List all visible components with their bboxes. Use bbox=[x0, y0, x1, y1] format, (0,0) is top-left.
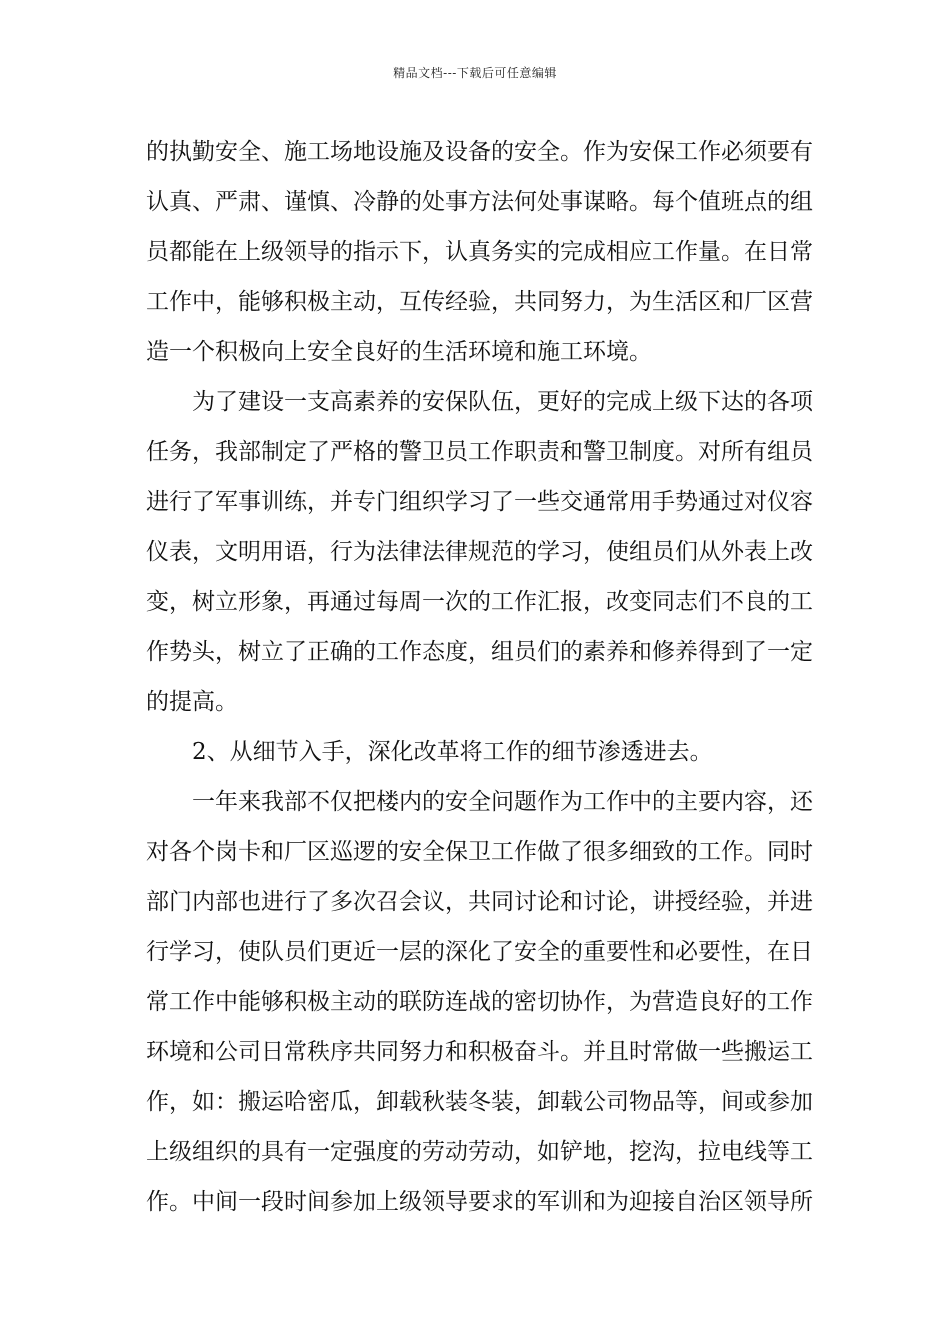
text-line: 一年来我部不仅把楼内的安全问题作为工作中的主要内容，还 bbox=[192, 789, 813, 815]
text-line: 上级组织的具有一定强度的劳动劳动，如铲地，挖沟，拉电线等工 bbox=[146, 1139, 813, 1165]
text-line: 行学习，使队员们更近一层的深化了安全的重要性和必要性，在日 bbox=[146, 939, 813, 965]
text-line: 的提高。 bbox=[146, 689, 238, 715]
paragraph bbox=[146, 377, 813, 727]
paragraph bbox=[146, 777, 813, 1227]
document-body bbox=[146, 127, 813, 1227]
text-line: 仪表，文明用语，行为法律法律规范的学习，使组员们从外表上改 bbox=[146, 539, 813, 565]
text-line: 认真、严肃、谨慎、冷静的处事方法何处事谋略。每个值班点的组 bbox=[146, 189, 813, 215]
text-line: 环境和公司日常秩序共同努力和积极奋斗。并且时常做一些搬运工 bbox=[146, 1039, 813, 1065]
text-line: 作。中间一段时间参加上级领导要求的军训和为迎接自治区领导所 bbox=[146, 1189, 813, 1215]
text-line: 工作中，能够积极主动，互传经验，共同努力，为生活区和厂区营 bbox=[146, 289, 813, 315]
text-line: 部门内部也进行了多次召会议，共同讨论和讨论，讲授经验，并进 bbox=[146, 889, 813, 915]
text-line: 员都能在上级领导的指示下，认真务实的完成相应工作量。在日常 bbox=[146, 239, 813, 265]
text-line: 常工作中能够积极主动的联防连战的密切协作，为营造良好的工作 bbox=[146, 989, 813, 1015]
text-line: 任务，我部制定了严格的警卫员工作职责和警卫制度。对所有组员 bbox=[146, 439, 813, 465]
text-line: 的执勤安全、施工场地设施及设备的安全。作为安保工作必须要有 bbox=[146, 139, 813, 165]
text-line: 2、从细节入手，深化改革将工作的细节渗透进去。 bbox=[192, 739, 713, 765]
paragraph bbox=[146, 127, 813, 377]
text-line: 作，如：搬运哈密瓜，卸载秋装冬装，卸载公司物品等，间或参加 bbox=[146, 1089, 813, 1115]
section-heading bbox=[146, 727, 810, 777]
text-line: 作势头，树立了正确的工作态度，组员们的素养和修养得到了一定 bbox=[146, 639, 813, 665]
text-line: 进行了军事训练，并专门组织学习了一些交通常用手势通过对仪容 bbox=[146, 489, 813, 515]
text-line: 对各个岗卡和厂区巡逻的安全保卫工作做了很多细致的工作。同时 bbox=[146, 839, 813, 865]
page-header: 精品文档---下载后可任意编辑 bbox=[393, 66, 557, 80]
text-line: 为了建设一支高素养的安保队伍，更好的完成上级下达的各项 bbox=[192, 389, 813, 415]
text-line: 变，树立形象，再通过每周一次的工作汇报，改变同志们不良的工 bbox=[146, 589, 813, 615]
text-line: 造一个积极向上安全良好的生活环境和施工环境。 bbox=[146, 339, 652, 365]
